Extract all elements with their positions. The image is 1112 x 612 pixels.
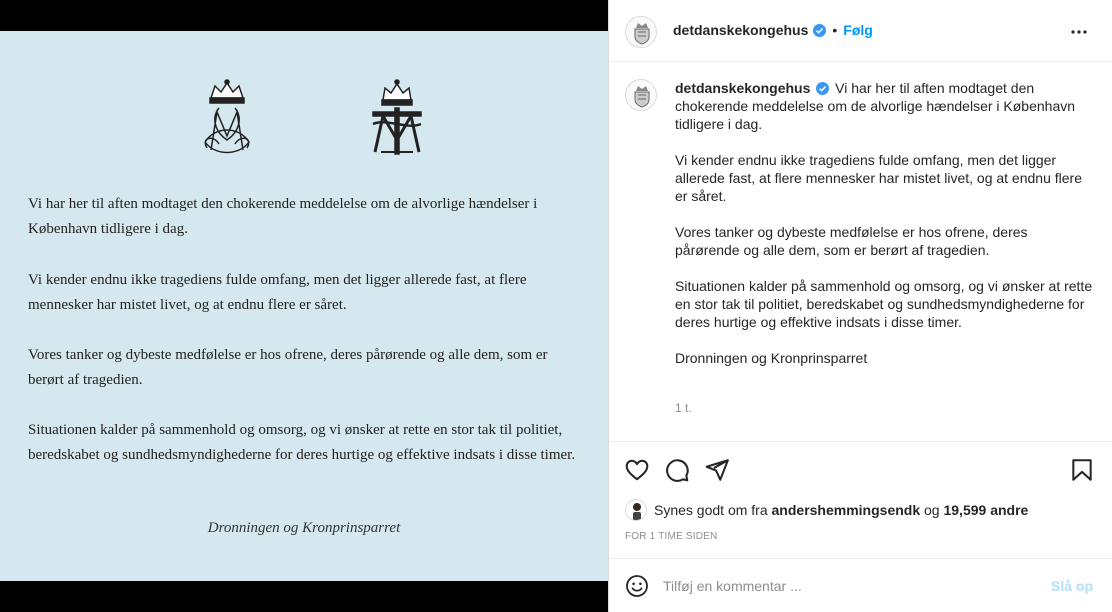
bookmark-icon[interactable] bbox=[1069, 457, 1095, 483]
verified-badge-icon bbox=[813, 24, 826, 37]
posted-time[interactable]: FOR 1 TIME SIDEN bbox=[625, 531, 718, 542]
caption-paragraph-4: Situationen kalder på sammenhold og omsorg, og vi ønsker at rette en stor tak til politiet, beredskabet og sundhedsmyndighederne for deres hurtige og effektive indsats i disse timer. bbox=[675, 278, 1093, 330]
crown-prince-monogram-icon bbox=[367, 78, 427, 156]
queen-monogram-icon bbox=[197, 78, 257, 156]
letter-signature: Dronningen og Kronprinsparret bbox=[207, 520, 401, 536]
caption-paragraph-5: Dronningen og Kronprinsparret bbox=[675, 350, 868, 366]
comment-icon[interactable] bbox=[664, 457, 690, 483]
caption-paragraph-1: Vi har her til aften modtaget den chokerende meddelelse om de alvorlige hændelser i København tidligere i dag. bbox=[675, 80, 1076, 132]
follow-button[interactable]: Følg bbox=[843, 22, 873, 38]
likes-and: og bbox=[924, 502, 940, 518]
caption-paragraph-3: Vores tanker og dybeste medfølelse er hos ofrene, deres pårørende og alle dem, som er berørt af tragedien. bbox=[675, 224, 1028, 258]
post-header bbox=[609, 0, 1112, 62]
caption-paragraph-2: Vi kender endnu ikke tragediens fulde omfang, men det ligger allerede fast, at flere mennesker har mistet livet, og at endnu flere er såret. bbox=[675, 152, 1082, 204]
royal-letter-image bbox=[0, 31, 608, 581]
comment-bar bbox=[609, 558, 1112, 612]
likes-count[interactable]: 19,599 andre bbox=[943, 502, 1029, 518]
likes-username[interactable]: andershemmingsendk bbox=[771, 502, 921, 518]
royal-crest-icon bbox=[626, 80, 657, 111]
caption-username[interactable]: detdanskekongehus bbox=[675, 80, 811, 96]
action-bar bbox=[609, 452, 1112, 488]
person-icon bbox=[626, 500, 647, 521]
liker-avatar[interactable] bbox=[625, 499, 647, 521]
header-username[interactable]: detdanskekongehus bbox=[673, 22, 809, 38]
royal-crest-icon bbox=[626, 17, 657, 48]
likes-prefix: Synes godt om fra bbox=[654, 502, 768, 518]
letter-paragraph-1: Vi har her til aften modtaget den chokerende meddelelse om de alvorlige hændelser i København tidligere i dag. bbox=[28, 196, 538, 237]
verified-badge-icon bbox=[816, 82, 829, 95]
caption-timestamp[interactable]: 1 t. bbox=[675, 401, 692, 415]
caption-avatar[interactable] bbox=[625, 79, 657, 111]
post-details-panel bbox=[608, 0, 1112, 612]
caption-text bbox=[675, 79, 1095, 385]
comment-input[interactable] bbox=[663, 576, 1033, 596]
post-caption bbox=[609, 62, 1112, 442]
likes-summary bbox=[625, 498, 1028, 522]
heart-icon[interactable] bbox=[624, 457, 650, 483]
post-comment-button[interactable]: Slå op bbox=[1050, 578, 1093, 594]
emoji-icon[interactable] bbox=[625, 574, 649, 598]
paper-plane-icon[interactable] bbox=[704, 457, 730, 483]
letter-paragraph-3: Vores tanker og dybeste medfølelse er hos ofrene, deres pårørende og alle dem, som er berørt af tragedien. bbox=[28, 347, 548, 388]
more-options-icon[interactable] bbox=[1067, 20, 1091, 44]
separator-dot: • bbox=[832, 22, 838, 38]
letter-paragraph-2: Vi kender endnu ikke tragediens fulde omfang, men det ligger allerede fast, at flere mennesker har mistet livet, og at endnu flere er såret. bbox=[28, 272, 527, 313]
avatar[interactable] bbox=[625, 16, 657, 48]
letter-paragraph-4: Situationen kalder på sammenhold og omsorg, og vi ønsker at rette en stor tak til politiet, beredskabet og sundhedsmyndighederne for deres hurtige og effektive indsats i disse timer. bbox=[28, 422, 576, 463]
